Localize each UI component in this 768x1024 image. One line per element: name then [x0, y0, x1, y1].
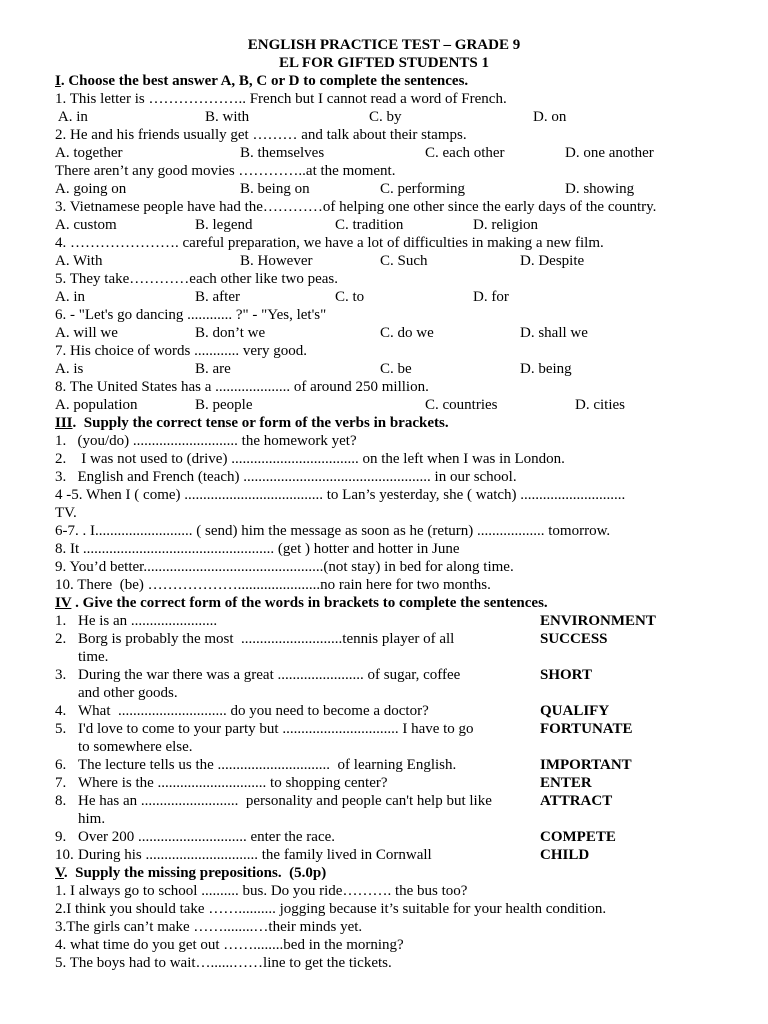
option-c: C. tradition: [335, 217, 404, 233]
exercise-line: 8. It ................................................... (get ) hotter and hotter in June: [55, 541, 460, 557]
option-d: D. on: [533, 109, 567, 125]
question-line: 4. …………………. careful preparation, we have a lot of difficulties in making a new film.: [55, 235, 604, 251]
option-c: C. Such: [380, 253, 428, 269]
option-a: A. in: [55, 289, 85, 305]
item-text-continued: and other goods.: [78, 685, 178, 701]
answer-options: [55, 396, 755, 414]
option-b: B. don’t we: [195, 325, 266, 341]
section-1-title: . Choose the best answer A, B, C or D to complete the sentences.: [60, 73, 469, 89]
item-text-continued: him.: [78, 811, 106, 827]
item-number: 3.: [55, 667, 67, 683]
keyword: SHORT: [540, 667, 592, 683]
page-subtitle: EL FOR GIFTED STUDENTS 1: [278, 55, 490, 71]
keyword: FORTUNATE: [540, 721, 633, 737]
exercise-line: 1. I always go to school .......... bus. Do you ride………. the bus too?: [55, 883, 468, 899]
exercise-line: 4 -5. When I ( come) ..................................... to Lan’s yesterday, she ( watch) ............................: [55, 487, 626, 503]
exercise-line: 4. what time do you get out ……........bed in the morning?: [55, 937, 404, 953]
exercise-line: TV.: [55, 505, 77, 521]
question-line: 3. Vietnamese people have had the…………of helping one other since the early days of the country.: [55, 199, 657, 215]
item-text: During the war there was a great ....................... of sugar, coffee: [78, 667, 461, 683]
option-a: A. population: [55, 397, 138, 413]
answer-options: [55, 216, 755, 234]
answer-options: [55, 324, 755, 342]
item-number: 4.: [55, 703, 67, 719]
item-number: 6.: [55, 757, 67, 773]
exercise-line: 10. There (be) ………………......................no rain here for two months.: [55, 577, 491, 593]
item-number: 5.: [55, 721, 67, 737]
item-text: He has an .......................... personality and people can't help but like: [78, 793, 492, 809]
option-b: B. are: [195, 361, 231, 377]
option-a: A. in: [55, 109, 88, 125]
item-text: The lecture tells us the .............................. of learning English.: [78, 757, 457, 773]
item-number: 10.: [55, 847, 74, 863]
section-3-title: . Supply the correct tense or form of the verbs in brackets.: [72, 415, 449, 431]
item-text: I'd love to come to your party but ............................... I have to go: [78, 721, 474, 737]
keyword: IMPORTANT: [540, 757, 632, 773]
question-line: 5. They take…………each other like two peas.: [55, 271, 338, 287]
keyword: ENTER: [540, 775, 592, 791]
option-a: A. together: [55, 145, 123, 161]
exercise-line: 5. The boys had to wait…......……line to get the tickets.: [55, 955, 392, 971]
question-line: 8. The United States has a .................... of around 250 million.: [55, 379, 429, 395]
option-d: D. shall we: [520, 325, 588, 341]
answer-options: [55, 288, 755, 306]
item-text: He is an .......................: [78, 613, 218, 629]
option-a: A. With: [55, 253, 103, 269]
option-b: B. However: [240, 253, 313, 269]
option-b: B. people: [195, 397, 253, 413]
option-b: B. after: [195, 289, 240, 305]
keyword: SUCCESS: [540, 631, 608, 647]
option-b: B. being on: [240, 181, 310, 197]
option-d: D. one another: [565, 145, 654, 161]
answer-options: [55, 144, 755, 162]
exercise-line: 3.The girls can’t make ……........…their minds yet.: [55, 919, 363, 935]
option-c: C. each other: [425, 145, 505, 161]
item-number: 1.: [55, 613, 67, 629]
option-a: A. will we: [55, 325, 118, 341]
option-a: A. is: [55, 361, 84, 377]
item-number: 2.: [55, 631, 67, 647]
option-c: C. to: [335, 289, 365, 305]
section-3-heading: [55, 414, 449, 432]
answer-options: [55, 180, 755, 198]
exercise-line: 2. I was not used to (drive) .................................. on the left when I was in London.: [55, 451, 565, 467]
answer-options: [55, 108, 755, 126]
section-5-number: V: [55, 865, 64, 881]
section-1-heading: [55, 72, 468, 90]
question-line: 6. - "Let's go dancing ............ ?" - "Yes, let's": [55, 307, 327, 323]
item-text: Over 200 ............................. enter the race.: [78, 829, 336, 845]
keyword: QUALIFY: [540, 703, 610, 719]
item-number: 7.: [55, 775, 67, 791]
option-d: D. religion: [473, 217, 538, 233]
question-line: 2. He and his friends usually get ……… and talk about their stamps.: [55, 127, 467, 143]
item-text: During his .............................. the family lived in Cornwall: [78, 847, 432, 863]
item-number: 8.: [55, 793, 67, 809]
item-text: What ............................. do you need to become a doctor?: [78, 703, 429, 719]
option-d: D. Despite: [520, 253, 585, 269]
option-c: C. be: [380, 361, 412, 377]
section-5-title: . Supply the missing prepositions. (5.0p): [63, 865, 327, 881]
option-b: B. with: [205, 109, 250, 125]
exercise-line: 6-7. . I.......................... ( send) him the message as soon as he (return) .................. tomorrow.: [55, 523, 611, 539]
section-4-title: . Give the correct form of the words in brackets to complete the sentences.: [71, 595, 548, 611]
option-c: C. by: [369, 109, 402, 125]
question-line: 1. This letter is ……………….. French but I cannot read a word of French.: [55, 91, 507, 107]
keyword: ENVIRONMENT: [540, 613, 656, 629]
question-line: 7. His choice of words ............ very good.: [55, 343, 308, 359]
section-5-heading: [55, 864, 326, 882]
keyword: COMPETE: [540, 829, 616, 845]
answer-options: [55, 360, 755, 378]
option-d: D. for: [473, 289, 509, 305]
item-text-continued: to somewhere else.: [78, 739, 193, 755]
section-4-number: IV: [55, 595, 72, 611]
section-4-heading: [55, 594, 548, 612]
option-a: A. custom: [55, 217, 117, 233]
option-a: A. going on: [55, 181, 127, 197]
item-number: 9.: [55, 829, 67, 845]
exercise-line: 1. (you/do) ............................ the homework yet?: [55, 433, 357, 449]
section-1-number: I: [55, 73, 61, 89]
item-text: Borg is probably the most ...........................tennis player of all: [78, 631, 455, 647]
option-d: D. being: [520, 361, 572, 377]
item-text: Where is the ............................. to shopping center?: [78, 775, 388, 791]
answer-options: [55, 252, 755, 270]
item-text-continued: time.: [78, 649, 109, 665]
page-title: ENGLISH PRACTICE TEST – GRADE 9: [247, 37, 521, 53]
exercise-line: 3. English and French (teach) .................................................. in our school.: [55, 469, 517, 485]
option-d: D. cities: [575, 397, 625, 413]
keyword: ATTRACT: [540, 793, 613, 809]
question-line: There aren’t any good movies …………..at the moment.: [55, 163, 396, 179]
option-c: C. do we: [380, 325, 434, 341]
option-c: C. countries: [425, 397, 498, 413]
exercise-line: 9. You’d better................................................(not stay) in bed for along time.: [55, 559, 514, 575]
option-b: B. themselves: [240, 145, 325, 161]
keyword: CHILD: [540, 847, 590, 863]
option-b: B. legend: [195, 217, 253, 233]
section-3-number: III: [55, 415, 73, 431]
exercise-line: 2.I think you should take …….......... jogging because it’s suitable for your health condition.: [55, 901, 607, 917]
option-d: D. showing: [565, 181, 635, 197]
option-c: C. performing: [380, 181, 465, 197]
